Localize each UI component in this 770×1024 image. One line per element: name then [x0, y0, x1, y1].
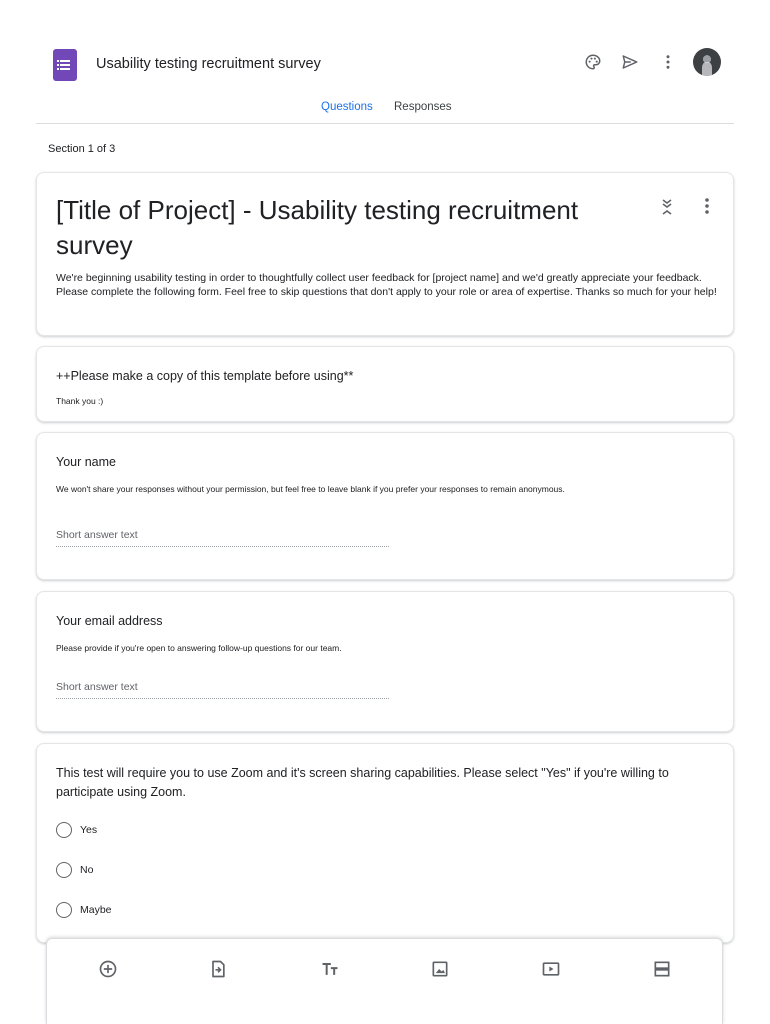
option-label: Maybe	[80, 904, 112, 916]
add-image-icon[interactable]	[429, 958, 451, 980]
question-card-name[interactable]	[36, 432, 734, 580]
option-maybe[interactable]	[56, 901, 112, 919]
option-label: Yes	[80, 824, 98, 836]
form-title-card[interactable]	[36, 172, 734, 336]
question-description: Please provide if you're open to answering follow-up questions for our team.	[56, 643, 342, 653]
document-title[interactable]: Usability testing recruitment survey	[96, 56, 321, 72]
collapse-section-icon[interactable]	[657, 195, 677, 219]
tab-questions[interactable]: Questions	[321, 101, 373, 113]
tab-divider	[36, 123, 734, 124]
option-no[interactable]	[56, 861, 93, 879]
add-video-icon[interactable]	[540, 958, 562, 980]
add-question-icon[interactable]	[97, 958, 119, 980]
option-yes[interactable]	[56, 821, 97, 839]
form-title[interactable]: [Title of Project] - Usability testing recruitment survey	[56, 195, 579, 260]
section-more-icon[interactable]	[697, 195, 717, 219]
title-item-card[interactable]	[36, 346, 734, 422]
question-card-email[interactable]	[36, 591, 734, 732]
radio-button[interactable]	[56, 822, 72, 838]
item-toolbar	[46, 938, 723, 1024]
item-description: Thank you :)	[56, 396, 104, 406]
question-description: We won't share your responses without your permission, but feel free to leave blank if you prefer your responses to remain anonymous.	[56, 484, 565, 494]
short-answer-field[interactable]: Short answer text	[56, 681, 389, 699]
question-title: Your name	[56, 455, 116, 469]
question-card-zoom[interactable]	[36, 743, 734, 943]
add-section-icon[interactable]	[651, 958, 673, 980]
more-vert-icon[interactable]	[656, 50, 680, 74]
add-title-icon[interactable]	[319, 958, 341, 980]
option-label: No	[80, 864, 94, 876]
question-title: This test will require you to use Zoom and it's screen sharing capabilities. Please select "Yes" if you're willing to participate using Zoom.	[56, 766, 669, 799]
question-title: Your email address	[56, 614, 163, 628]
send-icon[interactable]	[618, 50, 642, 74]
section-label: Section 1 of 3	[48, 143, 116, 155]
radio-button[interactable]	[56, 902, 72, 918]
form-description[interactable]: We're beginning usability testing in order to thoughtfully collect user feedback for [project name] and we'd greatly appreciate your feedback. Please complete the following form. Feel free to skip questions that don't apply to your role or area of expertise. Thanks so much for your help!	[56, 272, 717, 298]
import-questions-icon[interactable]	[207, 958, 229, 980]
tab-bar	[0, 101, 770, 123]
palette-icon[interactable]	[581, 50, 605, 74]
tab-responses[interactable]: Responses	[394, 101, 452, 113]
avatar[interactable]	[693, 48, 721, 76]
item-title: ++Please make a copy of this template before using**	[56, 369, 354, 383]
short-answer-field[interactable]: Short answer text	[56, 529, 389, 547]
forms-app-icon[interactable]	[53, 49, 77, 81]
radio-button[interactable]	[56, 862, 72, 878]
